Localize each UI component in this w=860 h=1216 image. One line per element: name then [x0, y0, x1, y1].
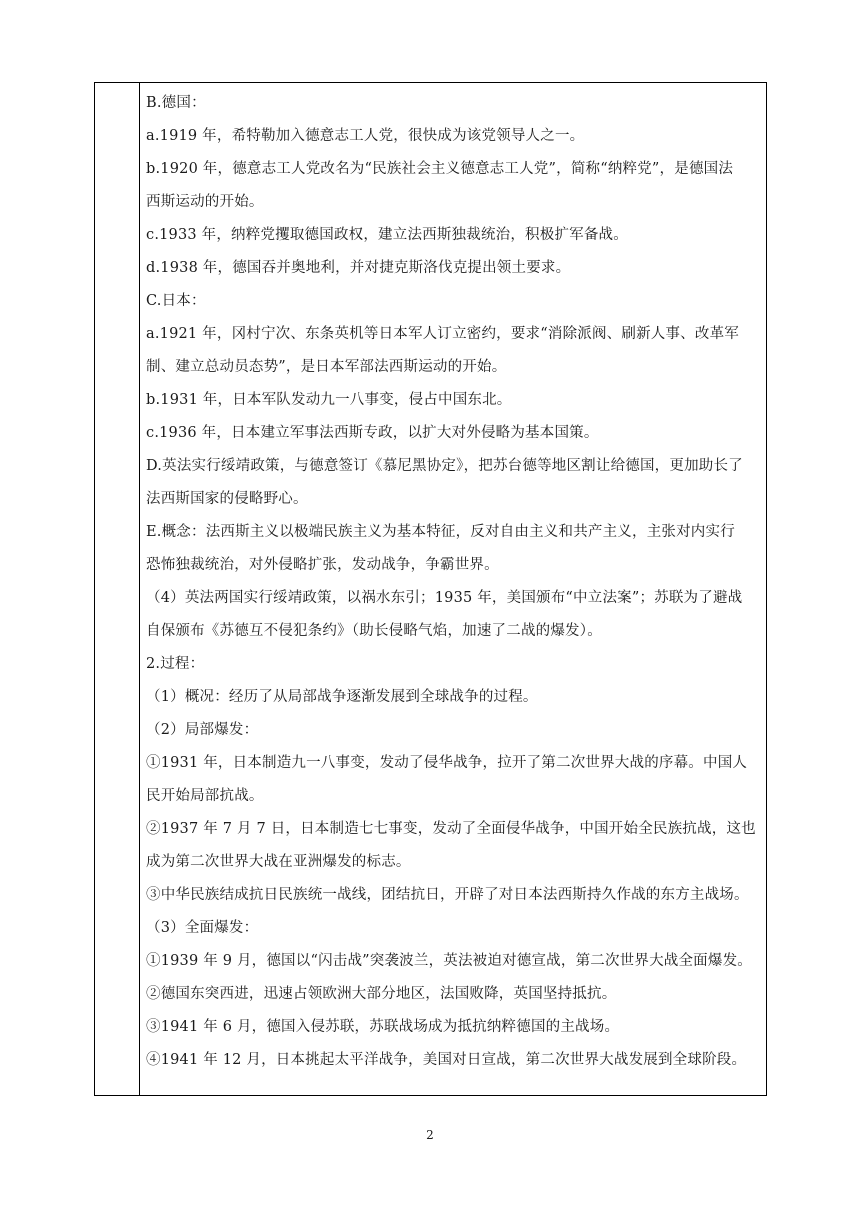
text-line: D.英法实行绥靖政策，与德意签订《慕尼黑协定》，把苏台德等地区割让给德国，更加助长了 [146, 458, 743, 474]
text-line: a.1919 年，希特勒加入德意志工人党，很快成为该党领导人之一。 [146, 128, 585, 144]
text-line: ④1941 年 12 月，日本挑起太平洋战争，美国对日宣战，第二次世界大战发展到全球阶段。 [146, 1052, 747, 1068]
text-line: 2.过程： [146, 656, 205, 672]
text-line: ③中华民族结成抗日民族统一战线，团结抗日，开辟了对日本法西斯持久作战的东方主战场。 [146, 887, 749, 903]
text-line: b.1931 年，日本军队发动九一八事变，侵占中国东北。 [146, 392, 512, 408]
text-line: c.1933 年，纳粹党攫取德国政权，建立法西斯独裁统治，积极扩军备战。 [146, 227, 628, 243]
text-line: （3）全面爆发： [146, 920, 259, 936]
content-table [94, 82, 767, 1096]
text-line: （1）概况：经历了从局部战争逐渐发展到全球战争的过程。 [146, 689, 538, 705]
text-line: C.日本： [146, 293, 206, 309]
text-line: 西斯运动的开始。 [146, 194, 264, 210]
text-line: 恐怖独裁统治，对外侵略扩张，发动战争，争霸世界。 [146, 557, 499, 573]
text-line: ①1939 年 9 月，德国以“闪击战”突袭波兰，英法被迫对德宣战，第二次世界大战全面爆发。 [146, 953, 752, 969]
text-line: E.概念：法西斯主义以极端民族主义为基本特征，反对自由主义和共产主义，主张对内实行 [146, 524, 735, 540]
page-number: 2 [426, 1128, 434, 1142]
text-line: c.1936 年，日本建立军事法西斯专政，以扩大对外侵略为基本国策。 [146, 425, 599, 441]
text-line: ①1931 年，日本制造九一八事变，发动了侵华战争，拉开了第二次世界大战的序幕。中国人 [146, 755, 748, 771]
text-line: d.1938 年，德国吞并奥地利，并对捷克斯洛伐克提出领土要求。 [146, 260, 571, 276]
text-line: a.1921 年，冈村宁次、东条英机等日本军人订立密约，要求“消除派阀、刷新人事、改革军 [146, 326, 739, 342]
text-line: ②德国东突西进，迅速占领欧洲大部分地区，法国败降，英国坚持抵抗。 [146, 986, 617, 1002]
text-line: ②1937 年 7 月 7 日，日本制造七七事变，发动了全面侵华战争，中国开始全民族抗战，这也 [146, 821, 756, 837]
table-content-cell [141, 83, 766, 1077]
text-line: 自保颁布《苏德互不侵犯条约》（助长侵略气焰，加速了二战的爆发）。 [146, 623, 602, 639]
text-line: 成为第二次世界大战在亚洲爆发的标志。 [146, 854, 411, 870]
text-line: （4）英法两国实行绥靖政策，以祸水东引；1935 年，美国颁布“中立法案”；苏联为了避战 [146, 590, 743, 606]
table-left-column [95, 83, 140, 1095]
text-line: 民开始局部抗战。 [146, 788, 264, 804]
text-line: 法西斯国家的侵略野心。 [146, 491, 308, 507]
text-line: B.德国： [146, 95, 206, 111]
text-line: （2）局部爆发： [146, 722, 259, 738]
text-line: b.1920 年，德意志工人党改名为“民族社会主义德意志工人党”，简称“纳粹党”，是德国法 [146, 161, 734, 177]
text-line: 制、建立总动员态势”，是日本军部法西斯运动的开始。 [146, 359, 507, 375]
text-line: ③1941 年 6 月，德国入侵苏联，苏联战场成为抵抗纳粹德国的主战场。 [146, 1019, 620, 1035]
